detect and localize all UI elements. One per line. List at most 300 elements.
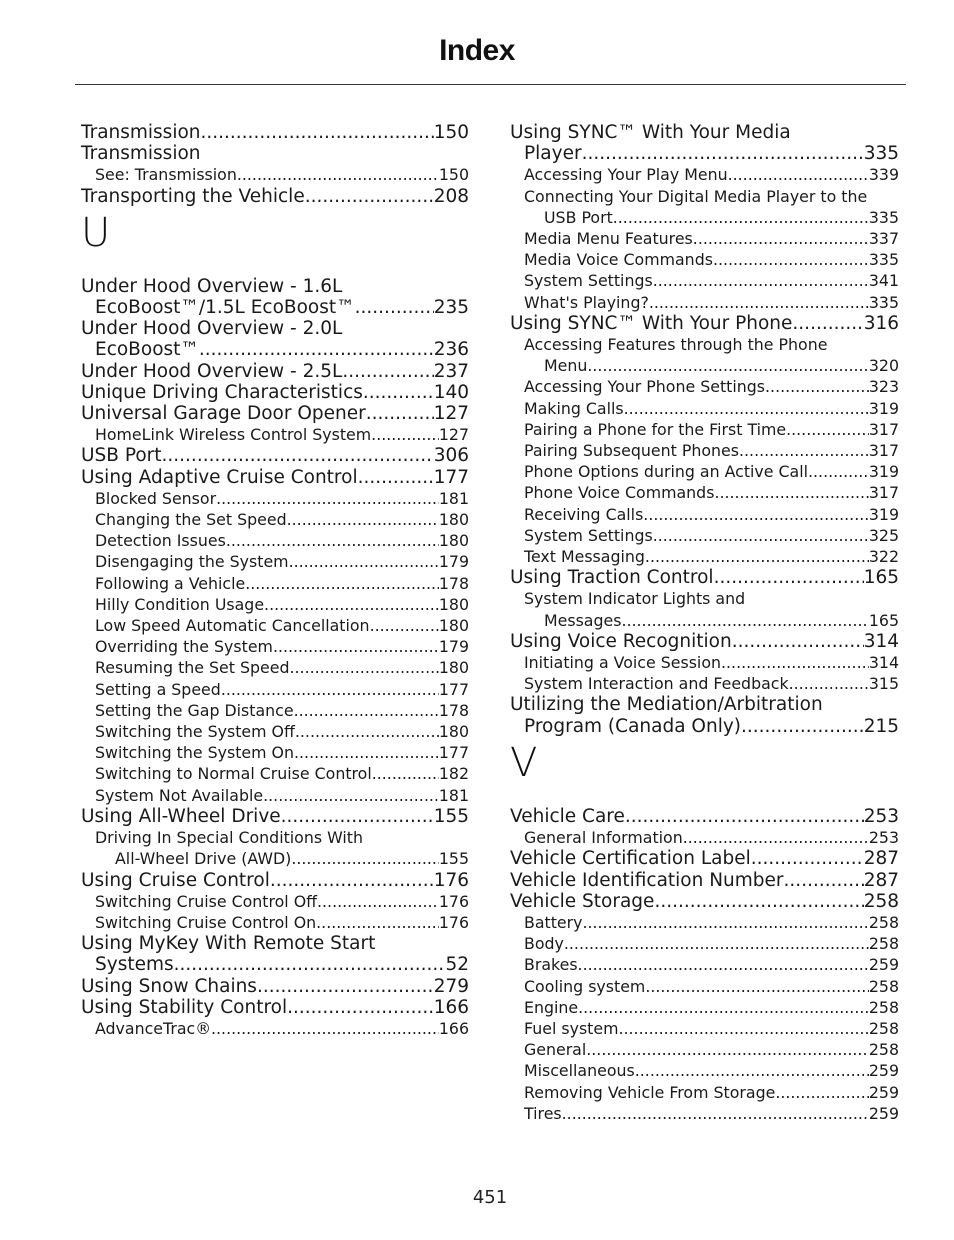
entry-label: Pairing a Phone for the First Time: [524, 419, 787, 439]
entry-page-number[interactable]: 150: [438, 165, 469, 185]
entry-page-number[interactable]: 258: [868, 912, 899, 932]
entry-label: Media Menu Features: [524, 229, 693, 249]
dot-leader: [578, 954, 869, 975]
index-subentry[interactable]: [510, 546, 899, 567]
dot-leader: [199, 339, 434, 360]
entry-label: Following a Vehicle: [95, 573, 246, 593]
index-entry[interactable]: [510, 870, 899, 891]
dot-leader: [289, 551, 439, 572]
entry-label: Using SYNC™ With Your Media: [510, 122, 791, 143]
entry-page-number[interactable]: 316: [863, 312, 899, 334]
entry-page-number[interactable]: 178: [438, 573, 469, 593]
dot-leader: [645, 976, 869, 997]
index-subentry[interactable]: [510, 1082, 899, 1103]
entry-page-number[interactable]: 325: [868, 525, 899, 545]
index-subentry[interactable]: [510, 976, 899, 997]
index-subentry[interactable]: [81, 594, 469, 615]
entry-label: See: Transmission: [95, 165, 237, 185]
entry-page-number[interactable]: 176: [438, 912, 469, 932]
section-letter: U: [81, 209, 111, 256]
entry-page-number[interactable]: 314: [868, 653, 899, 673]
dot-leader: [751, 848, 864, 869]
entry-page-number[interactable]: 182: [438, 764, 469, 784]
entry-label: Low Speed Automatic Cancellation: [95, 616, 370, 636]
dot-leader: [316, 912, 439, 933]
dot-leader: [732, 631, 864, 652]
entry-label: Cooling system: [524, 976, 646, 996]
entry-label: Receiving Calls: [524, 504, 644, 524]
entry-label: Using SYNC™ With Your Phone: [510, 312, 793, 334]
entry-page-number[interactable]: 287: [863, 848, 899, 870]
index-subentry[interactable]: [510, 827, 899, 848]
entry-label: Changing the Set Speed: [95, 510, 287, 530]
dot-leader: [370, 615, 439, 636]
entry-page-number[interactable]: 317: [868, 419, 899, 439]
entry-page-number[interactable]: 279: [433, 975, 469, 997]
entry-page-number[interactable]: 235: [433, 297, 469, 319]
index-subentry[interactable]: [510, 1060, 899, 1081]
index-subentry[interactable]: [81, 785, 469, 806]
dot-leader: [562, 1103, 869, 1124]
index-subentry[interactable]: [510, 954, 899, 975]
index-subentry[interactable]: [510, 504, 899, 525]
entry-label: Transmission: [81, 122, 201, 143]
entry-page-number[interactable]: 341: [868, 271, 899, 291]
entry-page-number[interactable]: 179: [438, 637, 469, 657]
entry-label: Blocked Sensor: [95, 488, 217, 508]
dot-leader: [784, 870, 864, 891]
entry-label: Systems: [95, 954, 174, 976]
entry-label: Fuel system: [524, 1018, 619, 1038]
entry-page-number[interactable]: 319: [868, 398, 899, 418]
index-subentry[interactable]: [81, 636, 469, 657]
index-subentry[interactable]: [510, 334, 899, 376]
index-subentry[interactable]: [81, 827, 469, 869]
dot-leader: [654, 891, 863, 912]
entry-label: Initiating a Voice Session: [524, 653, 721, 673]
index-subentry[interactable]: [81, 573, 469, 594]
entry-label: Engine: [524, 997, 579, 1017]
entry-page-number[interactable]: 52: [445, 954, 469, 976]
entry-label: Phone Options during an Active Call: [524, 462, 808, 482]
index-subentry[interactable]: [81, 721, 469, 742]
index-entry[interactable]: [81, 186, 469, 207]
entry-label: Removing Vehicle From Storage: [524, 1082, 776, 1102]
index-subentry[interactable]: [510, 270, 899, 291]
index-subentry[interactable]: [81, 615, 469, 636]
entry-label: USB Port: [81, 445, 162, 467]
dot-leader: [237, 164, 439, 185]
dot-leader: [355, 297, 434, 318]
entry-page-number[interactable]: 320: [868, 356, 899, 376]
entry-page-number[interactable]: 208: [433, 185, 469, 207]
index-subentry[interactable]: [510, 419, 899, 440]
entry-page-number[interactable]: 166: [433, 996, 469, 1018]
entry-page-number[interactable]: 180: [438, 594, 469, 614]
page-number: 451: [472, 1187, 508, 1208]
dot-leader: [786, 419, 869, 440]
dot-leader: [294, 742, 439, 763]
dot-leader: [739, 440, 869, 461]
index-entry[interactable]: [81, 467, 469, 488]
entry-label: System Interaction and Feedback: [524, 674, 789, 694]
dot-leader: [342, 361, 433, 382]
entry-page-number[interactable]: 306: [433, 445, 469, 467]
index-subentry[interactable]: [510, 186, 899, 228]
entry-page-number[interactable]: 179: [438, 552, 469, 572]
dot-leader: [578, 997, 869, 1018]
entry-page-number[interactable]: 259: [868, 955, 899, 975]
entry-page-number[interactable]: 155: [433, 805, 469, 827]
index-entry[interactable]: [510, 806, 899, 827]
index-subentry[interactable]: [81, 657, 469, 678]
entry-label: Using Cruise Control: [81, 869, 270, 891]
dot-leader: [221, 679, 439, 700]
title-divider: [75, 84, 906, 85]
dot-leader: [257, 976, 434, 997]
index-subentry[interactable]: [510, 588, 899, 630]
index-entry[interactable]: [81, 976, 469, 997]
index-subentry[interactable]: [81, 164, 469, 185]
dot-leader: [775, 1082, 869, 1103]
entry-page-number[interactable]: 319: [868, 504, 899, 524]
entry-label: Under Hood Overview - 2.5L: [81, 360, 343, 382]
dot-leader: [635, 1060, 869, 1081]
entry-page-number[interactable]: 215: [863, 715, 899, 737]
index-subentry[interactable]: [510, 673, 899, 694]
dot-leader: [263, 785, 439, 806]
index-entry[interactable]: [510, 891, 899, 912]
section-letter: V: [510, 739, 538, 786]
entry-page-number[interactable]: 322: [868, 547, 899, 567]
entry-page-number[interactable]: 165: [863, 567, 899, 589]
entry-label: Vehicle Certification Label: [510, 848, 751, 870]
entry-page-number[interactable]: 165: [868, 610, 899, 630]
entry-label: Messages: [544, 610, 622, 630]
index-subentry[interactable]: [81, 488, 469, 509]
dot-leader: [645, 546, 869, 567]
index-entry[interactable]: [81, 445, 469, 466]
entry-label: Tires: [524, 1103, 562, 1123]
entry-label: Media Voice Commands: [524, 250, 713, 270]
entry-label: All-Wheel Drive (AWD): [115, 849, 292, 869]
entry-label: Resuming the Set Speed: [95, 658, 290, 678]
index-subentry[interactable]: [510, 912, 899, 933]
entry-label: General: [524, 1040, 587, 1060]
entry-label: Disengaging the System: [95, 552, 289, 572]
entry-page-number[interactable]: 155: [438, 849, 469, 869]
dot-leader: [624, 398, 869, 419]
index-subentry[interactable]: [510, 1039, 899, 1060]
dot-leader: [653, 525, 869, 546]
index-entry[interactable]: [510, 313, 899, 334]
index-entry[interactable]: [81, 870, 469, 891]
entry-page-number[interactable]: 315: [868, 674, 899, 694]
index-subentry[interactable]: [510, 398, 899, 419]
dot-leader: [564, 933, 869, 954]
entry-page-number[interactable]: 181: [438, 785, 469, 805]
dot-leader: [290, 657, 439, 678]
entry-page-number[interactable]: 258: [868, 934, 899, 954]
dot-leader: [358, 467, 434, 488]
entry-label: Transmission: [81, 143, 201, 165]
index-subentry[interactable]: [81, 530, 469, 551]
entry-label: What's Playing?: [524, 292, 649, 312]
entry-page-number[interactable]: 335: [868, 207, 899, 227]
index-subentry[interactable]: [81, 912, 469, 933]
dot-leader: [808, 461, 869, 482]
index-subentry[interactable]: [81, 742, 469, 763]
entry-label: Switching the System Off: [95, 722, 295, 742]
entry-label: Menu: [544, 356, 588, 376]
entry-page-number[interactable]: 178: [438, 700, 469, 720]
entry-page-number[interactable]: 323: [868, 377, 899, 397]
entry-label: USB Port: [544, 207, 613, 227]
entry-label: Brakes: [524, 955, 578, 975]
entry-page-number[interactable]: 180: [438, 616, 469, 636]
index-subentry[interactable]: [81, 891, 469, 912]
entry-page-number[interactable]: 287: [863, 869, 899, 891]
entry-page-number[interactable]: 180: [438, 531, 469, 551]
dot-leader: [618, 1018, 868, 1039]
index-subentry[interactable]: [510, 440, 899, 461]
entry-label: System Settings: [524, 271, 653, 291]
dot-leader: [226, 530, 439, 551]
entry-label: Accessing Your Play Menu: [524, 165, 728, 185]
dot-leader: [291, 848, 439, 869]
index-subentry[interactable]: [510, 1103, 899, 1124]
entry-label: Text Messaging: [524, 547, 645, 567]
index-entry[interactable]: [81, 318, 469, 360]
entry-label: Hilly Condition Usage: [95, 594, 265, 614]
dot-leader: [270, 870, 434, 891]
entry-page-number[interactable]: 166: [438, 1018, 469, 1038]
index-entry[interactable]: [510, 694, 899, 736]
entry-label: Pairing Subsequent Phones: [524, 441, 739, 461]
entry-label: Using Snow Chains: [81, 975, 257, 997]
index-subentry[interactable]: [81, 763, 469, 784]
index-subentry[interactable]: [510, 292, 899, 313]
dot-leader: [317, 891, 439, 912]
entry-label: Using Adaptive Cruise Control: [81, 466, 358, 488]
dot-leader: [653, 270, 869, 291]
dot-leader: [649, 292, 869, 313]
entry-page-number[interactable]: 317: [868, 441, 899, 461]
dot-leader: [789, 673, 869, 694]
entry-page-number[interactable]: 258: [868, 997, 899, 1017]
dot-leader: [714, 567, 864, 588]
entry-label: Transporting the Vehicle: [81, 185, 305, 207]
dot-leader: [643, 504, 869, 525]
entry-page-number[interactable]: 259: [868, 1103, 899, 1123]
entry-label: Under Hood Overview - 2.0L: [81, 318, 343, 340]
entry-page-number[interactable]: 177: [433, 466, 469, 488]
dot-leader: [245, 573, 439, 594]
entry-label: EcoBoost™: [95, 339, 199, 361]
entry-label: Unique Driving Characteristics: [81, 381, 363, 403]
entry-label: Making Calls: [524, 398, 624, 418]
index-subentry[interactable]: [81, 1018, 469, 1039]
entry-page-number[interactable]: 319: [868, 462, 899, 482]
index-subentry[interactable]: [510, 376, 899, 397]
index-entry[interactable]: [81, 276, 469, 318]
entry-label: Vehicle Storage: [510, 890, 655, 912]
entry-page-number[interactable]: 177: [438, 679, 469, 699]
entry-label: System Settings: [524, 525, 653, 545]
entry-page-number[interactable]: 258: [868, 1040, 899, 1060]
index-subentry[interactable]: [81, 424, 469, 445]
entry-label: Battery: [524, 912, 583, 932]
entry-page-number[interactable]: 339: [868, 165, 899, 185]
index-subentry[interactable]: [81, 509, 469, 530]
entry-label: Miscellaneous: [524, 1061, 635, 1081]
index-entry[interactable]: [81, 122, 469, 143]
index-subentry[interactable]: [510, 482, 899, 503]
entry-page-number[interactable]: 236: [433, 339, 469, 361]
entry-label: System Indicator Lights and: [524, 589, 746, 609]
entry-label: Using Stability Control: [81, 996, 288, 1018]
entry-page-number[interactable]: 180: [438, 658, 469, 678]
entry-label: Using MyKey With Remote Start: [81, 933, 376, 955]
entry-page-number[interactable]: 317: [868, 483, 899, 503]
entry-label: Phone Voice Commands: [524, 483, 715, 503]
index-subentry[interactable]: [510, 997, 899, 1018]
index-subentry[interactable]: [510, 249, 899, 270]
dot-leader: [582, 912, 868, 933]
entry-label: Body: [524, 934, 564, 954]
dot-leader: [216, 488, 439, 509]
dot-leader: [366, 403, 434, 424]
dot-leader: [582, 143, 864, 164]
entry-page-number[interactable]: 127: [438, 425, 469, 445]
entry-label: AdvanceTrac®: [95, 1018, 211, 1038]
dot-leader: [721, 652, 869, 673]
index-subentry[interactable]: [510, 1018, 899, 1039]
index-subentry[interactable]: [81, 551, 469, 572]
entry-label: Switching Cruise Control On: [95, 912, 317, 932]
dot-leader: [371, 424, 439, 445]
dot-leader: [281, 806, 434, 827]
entry-label: Universal Garage Door Opener: [81, 403, 366, 425]
entry-page-number[interactable]: 253: [868, 828, 899, 848]
index-entry[interactable]: [510, 631, 899, 652]
index-entry[interactable]: [81, 382, 469, 403]
index-subentry[interactable]: [510, 164, 899, 185]
dot-leader: [587, 355, 868, 376]
entry-page-number[interactable]: 180: [438, 722, 469, 742]
index-entry[interactable]: [81, 143, 469, 164]
dot-leader: [728, 164, 869, 185]
entry-label: Using Voice Recognition: [510, 630, 732, 652]
index-entry[interactable]: [510, 848, 899, 869]
index-entry[interactable]: [81, 806, 469, 827]
index-subentry[interactable]: [510, 228, 899, 249]
entry-label: Program (Canada Only): [524, 715, 742, 737]
dot-leader: [287, 997, 434, 1018]
entry-label: EcoBoost™/1.5L EcoBoost™: [95, 297, 355, 319]
entry-label: Switching Cruise Control Off: [95, 891, 318, 911]
index-entry[interactable]: [510, 122, 899, 164]
entry-page-number[interactable]: 237: [433, 360, 469, 382]
entry-page-number[interactable]: 176: [438, 891, 469, 911]
index-column-right: [510, 122, 899, 1124]
dot-leader: [162, 445, 434, 466]
index-entry[interactable]: [510, 567, 899, 588]
entry-label: Accessing Features through the Phone: [524, 335, 828, 355]
dot-leader: [792, 313, 863, 334]
dot-leader: [741, 716, 864, 737]
entry-label: Utilizing the Mediation/Arbitration: [510, 694, 823, 716]
entry-page-number[interactable]: 335: [868, 250, 899, 270]
entry-page-number[interactable]: 337: [868, 229, 899, 249]
entry-label: Driving In Special Conditions With: [95, 828, 363, 848]
dot-leader: [714, 482, 868, 503]
dot-leader: [621, 610, 868, 631]
index-subentry[interactable]: [510, 461, 899, 482]
entry-page-number[interactable]: 127: [433, 403, 469, 425]
entry-page-number[interactable]: 253: [863, 805, 899, 827]
dot-leader: [586, 1039, 869, 1060]
entry-label: Vehicle Care: [510, 805, 625, 827]
index-subentry[interactable]: [510, 652, 899, 673]
dot-leader: [295, 721, 439, 742]
index-entry[interactable]: [81, 997, 469, 1018]
dot-leader: [211, 1018, 439, 1039]
entry-page-number[interactable]: 259: [868, 1061, 899, 1081]
entry-page-number[interactable]: 177: [438, 743, 469, 763]
dot-leader: [201, 122, 434, 143]
entry-page-number[interactable]: 150: [433, 122, 469, 143]
dot-leader: [363, 382, 434, 403]
entry-label: System Not Available: [95, 785, 264, 805]
entry-page-number[interactable]: 314: [863, 630, 899, 652]
entry-page-number[interactable]: 258: [863, 890, 899, 912]
entry-label: Setting a Speed: [95, 679, 221, 699]
entry-label: Player: [524, 143, 582, 165]
entry-page-number[interactable]: 180: [438, 510, 469, 530]
entry-page-number[interactable]: 335: [863, 143, 899, 165]
index-subentry[interactable]: [81, 679, 469, 700]
entry-label: Setting the Gap Distance: [95, 700, 294, 720]
entry-page-number[interactable]: 258: [868, 976, 899, 996]
index-subentry[interactable]: [81, 700, 469, 721]
page-title: Index: [439, 34, 515, 67]
entry-label: Using All-Wheel Drive: [81, 805, 281, 827]
index-subentry[interactable]: [510, 525, 899, 546]
index-entry[interactable]: [81, 933, 469, 975]
entry-page-number[interactable]: 176: [433, 869, 469, 891]
entry-label: Switching the System On: [95, 743, 294, 763]
dot-leader: [305, 186, 434, 207]
entry-label: Connecting Your Digital Media Player to the: [524, 186, 868, 206]
index-subentry[interactable]: [510, 933, 899, 954]
entry-page-number[interactable]: 335: [868, 292, 899, 312]
entry-label: Detection Issues: [95, 531, 226, 551]
entry-label: HomeLink Wireless Control System: [95, 425, 372, 445]
entry-page-number[interactable]: 181: [438, 488, 469, 508]
dot-leader: [683, 827, 869, 848]
entry-page-number[interactable]: 140: [433, 381, 469, 403]
dot-leader: [264, 594, 439, 615]
index-entry[interactable]: [81, 403, 469, 424]
index-entry[interactable]: [81, 361, 469, 382]
entry-page-number[interactable]: 258: [868, 1018, 899, 1038]
entry-label: Vehicle Identification Number: [510, 869, 784, 891]
entry-label: Switching to Normal Cruise Control: [95, 764, 372, 784]
entry-page-number[interactable]: 259: [868, 1082, 899, 1102]
entry-label: Overriding the System: [95, 637, 273, 657]
dot-leader: [372, 763, 439, 784]
